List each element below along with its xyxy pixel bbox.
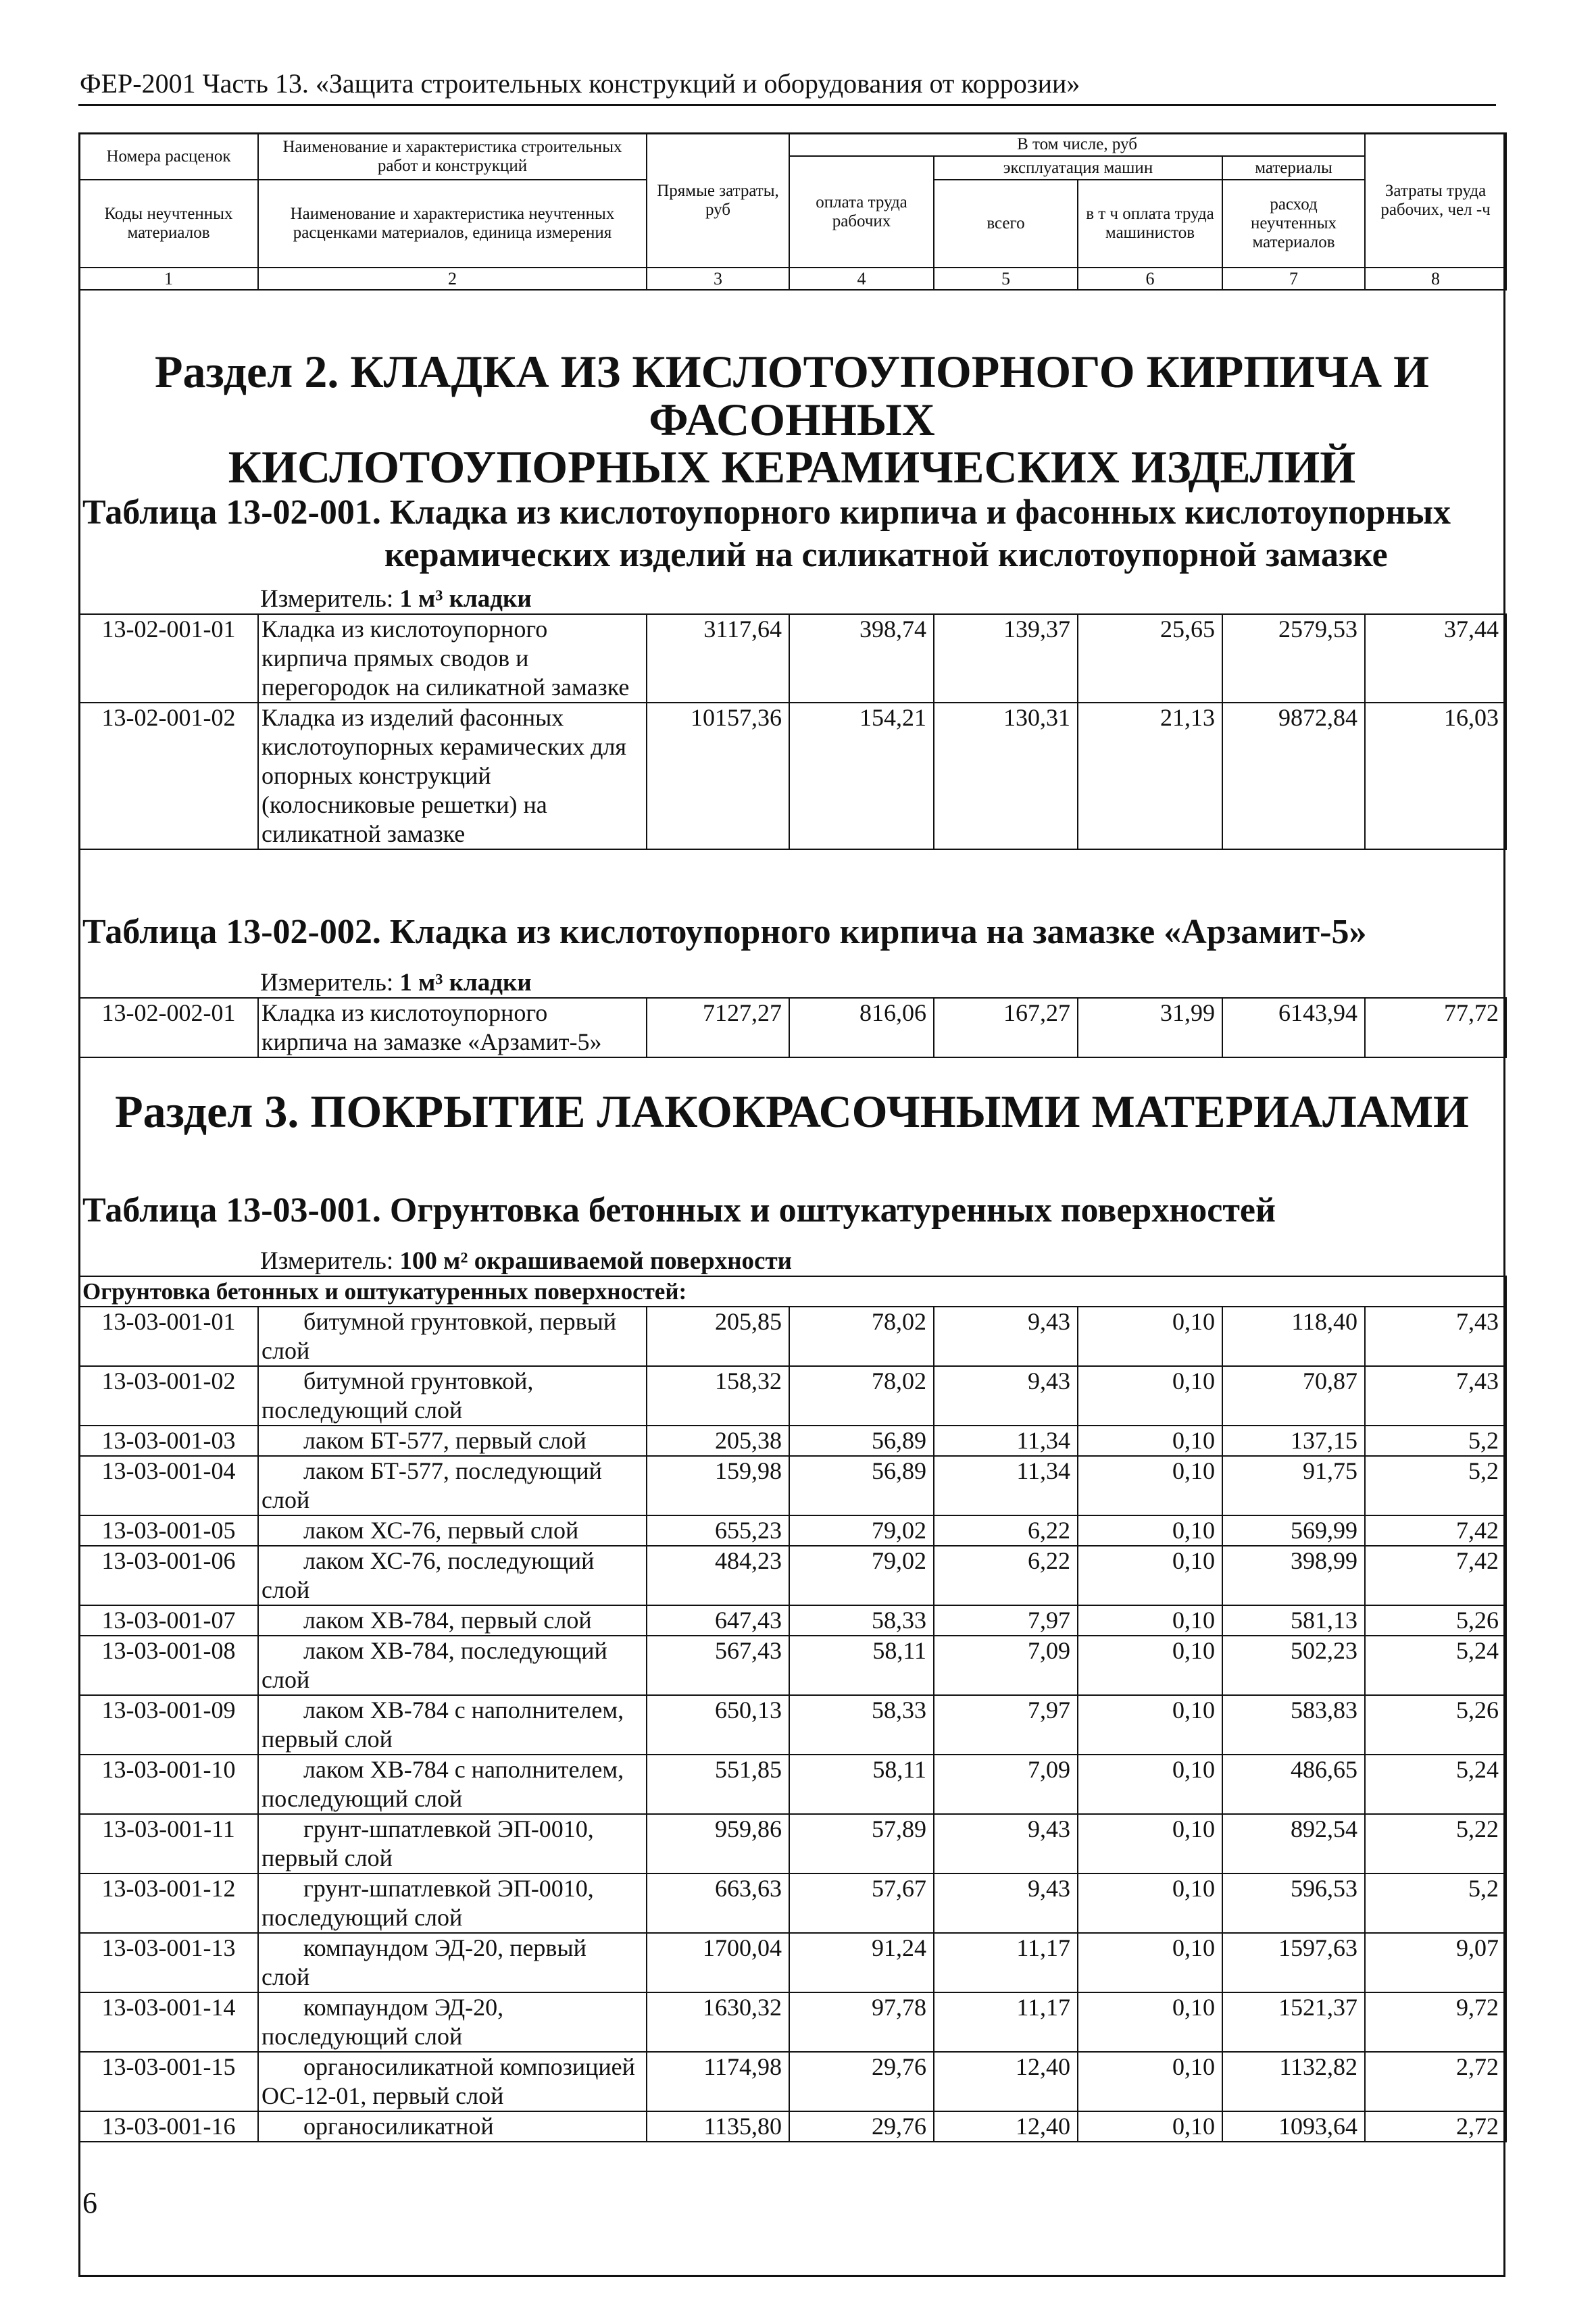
labor-value: 2,72 [1365,2052,1506,2111]
materials-value: 1597,63 [1222,1933,1365,1992]
machines-value: 6,22 [934,1515,1078,1546]
table-row [79,1992,1506,2052]
direct-costs: 205,38 [647,1426,789,1456]
materials-value: 6143,94 [1222,998,1365,1057]
work-name: лаком ХС-76, последующий слой [258,1546,647,1605]
work-name: компаундом ЭД-20, первый слой [258,1933,647,1992]
rate-code: 13-03-001-02 [79,1366,258,1426]
labor-value: 5,2 [1365,1426,1506,1456]
machinist-value: 0,10 [1078,1605,1222,1636]
header-materials: материалы [1222,156,1365,180]
work-name: грунт-шпатлевкой ЭП-0010, последующий слой [258,1873,647,1933]
table-row [79,1456,1506,1515]
materials-value: 1132,82 [1222,2052,1365,2111]
caption-line: Таблица 13-02-002. Кладка из кислотоупорного кирпича на замазке «Арзамит-5» [82,913,1367,951]
machinist-value: 0,10 [1078,1636,1222,1695]
wages-value: 58,11 [789,1636,934,1695]
rate-code: 13-03-001-16 [79,2111,258,2142]
unit-label: Измеритель: [260,585,394,613]
table-13-02-002-unit [260,968,532,997]
table-13-02-001-unit [260,584,532,613]
table-row [79,2111,1506,2142]
labor-value: 7,43 [1365,1366,1506,1426]
wages-value: 58,33 [789,1695,934,1755]
machinist-value: 21,13 [1078,703,1222,849]
column-header-table [78,132,1507,291]
wages-value: 58,33 [789,1605,934,1636]
running-head: ФЕР-2001 Часть 13. «Защита строительных конструкций и оборудования от коррозии» [80,68,1080,99]
direct-costs: 650,13 [647,1695,789,1755]
labor-value: 2,72 [1365,2111,1506,2142]
materials-value: 398,99 [1222,1546,1365,1605]
wages-value: 398,74 [789,614,934,703]
wages-value: 58,11 [789,1755,934,1814]
labor-value: 5,24 [1365,1636,1506,1695]
rate-code: 13-03-001-14 [79,1992,258,2052]
direct-costs: 1174,98 [647,2052,789,2111]
table-row [79,1695,1506,1755]
machines-value: 11,34 [934,1456,1078,1515]
materials-value: 2579,53 [1222,614,1365,703]
materials-value: 9872,84 [1222,703,1365,849]
header-direct-costs: Прямые затраты, руб [647,133,789,268]
table-row [79,1426,1506,1456]
work-name: лаком БТ-577, первый слой [258,1426,647,1456]
unit-label: Измеритель: [260,969,394,997]
table-row [79,1933,1506,1992]
materials-value: 892,54 [1222,1814,1365,1873]
direct-costs: 647,43 [647,1605,789,1636]
unit-label: Измеритель: [260,1247,394,1275]
machinist-value: 0,10 [1078,1456,1222,1515]
table-row [79,1755,1506,1814]
machines-value: 7,97 [934,1695,1078,1755]
labor-value: 9,72 [1365,1992,1506,2052]
section-2-title-line: Раздел 2. КЛАДКА ИЗ КИСЛОТОУПОРНОГО КИРПИЧА И ФАСОННЫХ [154,346,1430,445]
rate-code: 13-03-001-09 [79,1695,258,1755]
caption-line: Таблица 13-02-001. Кладка из кислотоупорного кирпича и фасонных кислотоупорных [82,493,1451,532]
header-machinist-wages: в т ч оплата труда машинистов [1078,180,1222,268]
materials-value: 1521,37 [1222,1992,1365,2052]
work-name: Кладка из кислотоупорного кирпича прямых сводов и перегородок на силикатной замазке [258,614,647,703]
machines-value: 11,34 [934,1426,1078,1456]
machinist-value: 0,10 [1078,2111,1222,2142]
wages-value: 29,76 [789,2111,934,2142]
work-name: лаком ХВ-784 с наполнителем, первый слой [258,1695,647,1755]
rate-code: 13-03-001-13 [79,1933,258,1992]
wages-value: 57,67 [789,1873,934,1933]
rate-code: 13-03-001-11 [79,1814,258,1873]
table-row [79,614,1506,703]
wages-value: 79,02 [789,1546,934,1605]
wages-value: 816,06 [789,998,934,1057]
work-name: лаком ХС-76, первый слой [258,1515,647,1546]
table-row [79,1307,1506,1366]
table-row [79,703,1506,849]
machinist-value: 0,10 [1078,1546,1222,1605]
rate-code: 13-03-001-03 [79,1426,258,1456]
wages-value: 56,89 [789,1426,934,1456]
materials-value: 118,40 [1222,1307,1365,1366]
section-2-title-line: КИСЛОТОУПОРНЫХ КЕРАМИЧЕСКИХ ИЗДЕЛИЙ [228,441,1356,493]
wages-value: 91,24 [789,1933,934,1992]
header-material-names: Наименование и характеристика неучтенных расценками материалов, единица измерения [258,180,647,268]
direct-costs: 1700,04 [647,1933,789,1992]
caption-line: Таблица 13-03-001. Огрунтовка бетонных и оштукатуренных поверхностей [82,1191,1276,1230]
header-including: В том числе, руб [789,133,1365,156]
column-number: 2 [258,268,647,290]
machines-value: 6,22 [934,1546,1078,1605]
work-name: органосиликатной [258,2111,647,2142]
direct-costs: 663,63 [647,1873,789,1933]
machines-value: 12,40 [934,2052,1078,2111]
direct-costs: 655,23 [647,1515,789,1546]
direct-costs: 484,23 [647,1546,789,1605]
labor-value: 5,26 [1365,1695,1506,1755]
wages-value: 97,78 [789,1992,934,2052]
labor-value: 5,2 [1365,1456,1506,1515]
wages-value: 78,02 [789,1307,934,1366]
machinist-value: 0,10 [1078,1366,1222,1426]
wages-value: 29,76 [789,2052,934,2111]
direct-costs: 567,43 [647,1636,789,1695]
labor-value: 5,24 [1365,1755,1506,1814]
group-heading-row [79,1276,1506,1307]
machines-value: 9,43 [934,1873,1078,1933]
work-name: органосиликатной композицией ОС-12-01, первый слой [258,2052,647,2111]
table-row [79,1515,1506,1546]
machinist-value: 25,65 [1078,614,1222,703]
labor-value: 16,03 [1365,703,1506,849]
work-name: компаундом ЭД-20, последующий слой [258,1992,647,2052]
direct-costs: 551,85 [647,1755,789,1814]
direct-costs: 959,86 [647,1814,789,1873]
rate-code: 13-03-001-10 [79,1755,258,1814]
caption-line: керамических изделий на силикатной кислотоупорной замазке [384,536,1388,575]
rate-code: 13-03-001-15 [79,2052,258,2111]
labor-value: 5,2 [1365,1873,1506,1933]
table-13-03-001-unit [260,1247,792,1276]
table-row [79,1873,1506,1933]
machinist-value: 0,10 [1078,1992,1222,2052]
machinist-value: 0,10 [1078,1695,1222,1755]
header-wages: оплата труда рабочих [789,156,934,268]
machines-value: 9,43 [934,1307,1078,1366]
materials-value: 91,75 [1222,1456,1365,1515]
table-row [79,2052,1506,2111]
table-row [79,1814,1506,1873]
rate-code: 13-02-002-01 [79,998,258,1057]
machines-value: 139,37 [934,614,1078,703]
rate-code: 13-02-001-02 [79,703,258,849]
machines-value: 7,09 [934,1636,1078,1695]
unit-value: 1 м³ кладки [399,969,532,997]
direct-costs: 7127,27 [647,998,789,1057]
labor-value: 7,42 [1365,1515,1506,1546]
rate-code: 13-03-001-04 [79,1456,258,1515]
unit-value: 100 м² окрашиваемой поверхности [399,1247,792,1275]
work-name: лаком БТ-577, последующий слой [258,1456,647,1515]
machines-value: 9,43 [934,1366,1078,1426]
work-name: грунт-шпатлевкой ЭП-0010, первый слой [258,1814,647,1873]
direct-costs: 3117,64 [647,614,789,703]
materials-value: 502,23 [1222,1636,1365,1695]
header-machines-total: всего [934,180,1078,268]
column-number: 1 [79,268,258,290]
table-row [79,1546,1506,1605]
direct-costs: 159,98 [647,1456,789,1515]
rate-code: 13-03-001-06 [79,1546,258,1605]
labor-value: 7,43 [1365,1307,1506,1366]
materials-value: 596,53 [1222,1873,1365,1933]
machines-value: 9,43 [934,1814,1078,1873]
header-work-name: Наименование и характеристика строительных работ и конструкций [258,133,647,180]
rate-code: 13-03-001-12 [79,1873,258,1933]
machines-value: 167,27 [934,998,1078,1057]
header-unaccounted-materials: расход неучтенных материалов [1222,180,1365,268]
machinist-value: 0,10 [1078,1307,1222,1366]
labor-value: 5,22 [1365,1814,1506,1873]
rate-code: 13-03-001-08 [79,1636,258,1695]
work-name: лаком ХВ-784, последующий слой [258,1636,647,1695]
table-13-02-002 [78,997,1507,1058]
table-13-02-001-caption [82,491,1488,577]
work-name: битумной грунтовкой, первый слой [258,1307,647,1366]
column-number: 4 [789,268,934,290]
direct-costs: 10157,36 [647,703,789,849]
rate-code: 13-02-001-01 [79,614,258,703]
work-name: битумной грунтовкой, последующий слой [258,1366,647,1426]
direct-costs: 205,85 [647,1307,789,1366]
column-number: 5 [934,268,1078,290]
table-row [79,1636,1506,1695]
machinist-value: 0,10 [1078,1933,1222,1992]
table-13-03-001 [78,1276,1507,2142]
labor-value: 7,42 [1365,1546,1506,1605]
rate-code: 13-03-001-01 [79,1307,258,1366]
header-rate-numbers: Номера расценок [79,133,258,180]
machines-value: 11,17 [934,1992,1078,2052]
unit-value: 1 м³ кладки [399,585,532,613]
machinist-value: 0,10 [1078,1515,1222,1546]
direct-costs: 1630,32 [647,1992,789,2052]
work-name: Кладка из изделий фасонных кислотоупорных керамических для опорных конструкций (колосниковые решетки) на силикатной замазке [258,703,647,849]
page-number: 6 [82,2186,97,2219]
work-name: лаком ХВ-784, первый слой [258,1605,647,1636]
table-row [79,1366,1506,1426]
header-machine-operation: эксплуатация машин [934,156,1222,180]
machines-value: 130,31 [934,703,1078,849]
section-2-title [78,348,1505,491]
machinist-value: 0,10 [1078,1814,1222,1873]
machinist-value: 31,99 [1078,998,1222,1057]
table-13-02-002-caption [82,911,1488,953]
wages-value: 78,02 [789,1366,934,1426]
section-3-title-line: Раздел 3. ПОКРЫТИЕ ЛАКОКРАСОЧНЫМИ МАТЕРИАЛАМИ [115,1086,1469,1137]
machinist-value: 0,10 [1078,1873,1222,1933]
machines-value: 7,09 [934,1755,1078,1814]
labor-value: 77,72 [1365,998,1506,1057]
wages-value: 154,21 [789,703,934,849]
column-number: 3 [647,268,789,290]
direct-costs: 158,32 [647,1366,789,1426]
work-name: лаком ХВ-784 с наполнителем, последующий слой [258,1755,647,1814]
table-row [79,998,1506,1057]
materials-value: 581,13 [1222,1605,1365,1636]
materials-value: 1093,64 [1222,2111,1365,2142]
rate-code: 13-03-001-05 [79,1515,258,1546]
machinist-value: 0,10 [1078,1426,1222,1456]
section-3-title [78,1088,1505,1136]
machines-value: 7,97 [934,1605,1078,1636]
materials-value: 583,83 [1222,1695,1365,1755]
machines-value: 12,40 [934,2111,1078,2142]
labor-value: 5,26 [1365,1605,1506,1636]
work-name: Кладка из кислотоупорного кирпича на замазке «Арзамит-5» [258,998,647,1057]
wages-value: 57,89 [789,1814,934,1873]
labor-value: 9,07 [1365,1933,1506,1992]
materials-value: 70,87 [1222,1366,1365,1426]
header-material-codes: Коды неучтенных материалов [79,180,258,268]
rate-code: 13-03-001-07 [79,1605,258,1636]
table-13-03-001-caption [82,1189,1488,1232]
table-row [79,1605,1506,1636]
direct-costs: 1135,80 [647,2111,789,2142]
materials-value: 569,99 [1222,1515,1365,1546]
materials-value: 137,15 [1222,1426,1365,1456]
header-labor-costs: Затраты труда рабочих, чел -ч [1365,133,1506,268]
header-rule [78,104,1496,106]
column-number: 6 [1078,268,1222,290]
table-13-02-001 [78,613,1507,850]
machines-value: 11,17 [934,1933,1078,1992]
materials-value: 486,65 [1222,1755,1365,1814]
labor-value: 37,44 [1365,614,1506,703]
machinist-value: 0,10 [1078,1755,1222,1814]
machinist-value: 0,10 [1078,2052,1222,2111]
wages-value: 79,02 [789,1515,934,1546]
group-heading: Огрунтовка бетонных и оштукатуренных поверхностей: [79,1276,1506,1307]
column-number: 7 [1222,268,1365,290]
wages-value: 56,89 [789,1456,934,1515]
column-number: 8 [1365,268,1506,290]
